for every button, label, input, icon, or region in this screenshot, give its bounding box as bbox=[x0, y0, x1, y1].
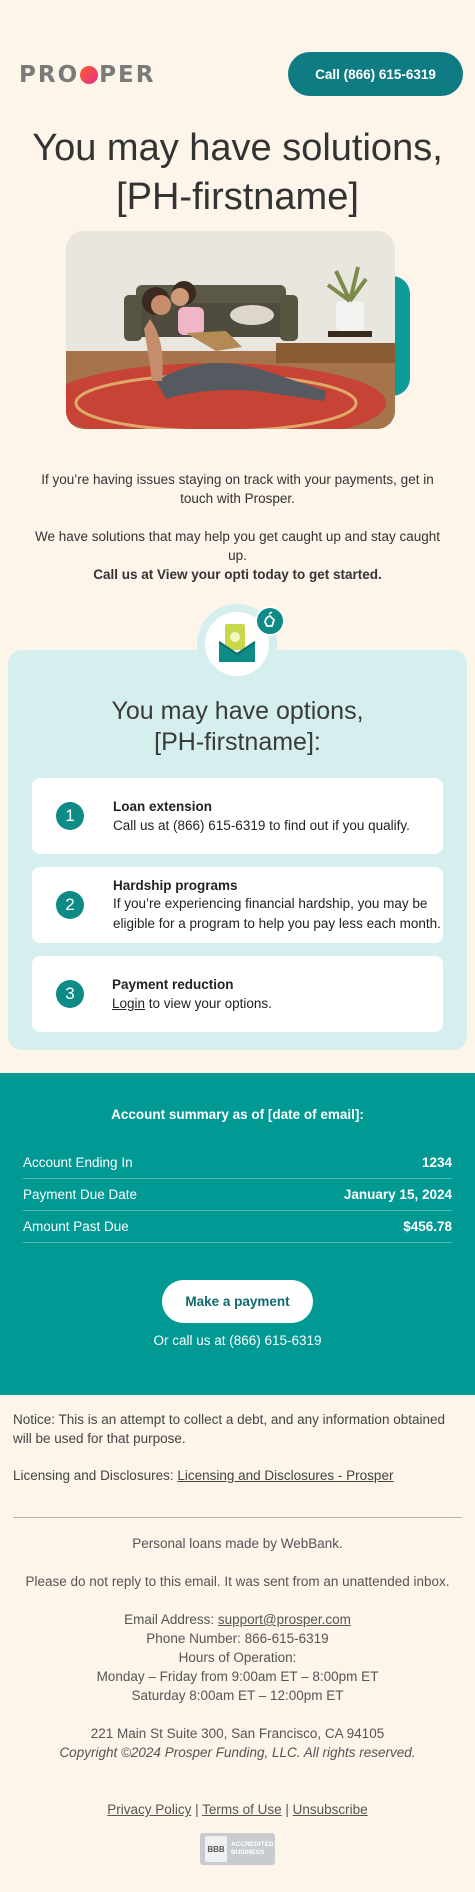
header bbox=[0, 48, 475, 100]
option-title: Payment reduction bbox=[112, 977, 234, 992]
unsubscribe-link[interactable]: Unsubscribe bbox=[292, 1802, 368, 1817]
hours-label: Hours of Operation: bbox=[178, 1650, 297, 1665]
logo-text-suffix: PER bbox=[99, 62, 156, 88]
bbb-text bbox=[231, 1841, 274, 1857]
summary-label: Amount Past Due bbox=[23, 1219, 129, 1234]
option-number: 3 bbox=[56, 980, 84, 1008]
option-title: Loan extension bbox=[113, 799, 213, 814]
intro-text bbox=[28, 470, 447, 584]
hero-title-line2: [PH-firstname] bbox=[116, 176, 359, 218]
copyright bbox=[0, 1745, 475, 1760]
support-email-link[interactable]: support@prosper.com bbox=[217, 1612, 351, 1627]
options-title bbox=[8, 696, 467, 758]
account-summary bbox=[0, 1073, 475, 1395]
link-separator: | bbox=[281, 1802, 293, 1817]
bbb-line1: ACCREDITED bbox=[231, 1841, 274, 1848]
account-summary-title: Account summary as of [date of email]: bbox=[111, 1107, 364, 1122]
summary-label: Account Ending In bbox=[23, 1155, 133, 1170]
option-text bbox=[112, 994, 272, 1014]
summary-row-amount-past-due bbox=[23, 1211, 452, 1243]
mother-daughter-yoga-illustration bbox=[66, 231, 395, 429]
option-text-line1: If you’re experiencing financial hardship, you may be bbox=[113, 896, 428, 911]
options-title-line2: [PH-firstname]: bbox=[154, 728, 321, 756]
intro-paragraph-2: We have solutions that may help you get caught up and stay caught up. bbox=[34, 529, 440, 563]
licensing-link[interactable]: Licensing and Disclosures - Prosper bbox=[177, 1468, 394, 1483]
hero-title-line1: You may have solutions, bbox=[32, 127, 443, 169]
link-separator: | bbox=[191, 1802, 203, 1817]
options-title-line1: You may have options, bbox=[111, 697, 364, 725]
hours-saturday: Saturday 8:00am ET – 12:00pm ET bbox=[131, 1688, 344, 1703]
option-number: 2 bbox=[56, 891, 84, 919]
option-card-hardship-programs bbox=[32, 867, 443, 943]
bbb-seal-icon: BBB bbox=[205, 1836, 227, 1862]
hero-title bbox=[0, 124, 475, 222]
email-address-line bbox=[0, 1612, 475, 1627]
hours-weekday: Monday – Friday from 9:00am ET – 8:00pm ET bbox=[96, 1669, 379, 1684]
footer-divider bbox=[13, 1517, 462, 1518]
login-link[interactable]: Login bbox=[112, 996, 146, 1011]
option-number: 1 bbox=[56, 802, 84, 830]
hand-icon-glyph bbox=[257, 608, 283, 634]
logo-text-prefix: PRO bbox=[19, 62, 80, 88]
summary-row-payment-due bbox=[23, 1179, 452, 1211]
hand-check-icon bbox=[255, 606, 285, 636]
summary-value: $456.78 bbox=[403, 1219, 452, 1234]
webbank-note: Personal loans made by WebBank. bbox=[132, 1536, 343, 1551]
options-panel bbox=[8, 650, 467, 1050]
licensing-disclosures bbox=[13, 1468, 453, 1483]
make-payment-button[interactable]: Make a payment bbox=[162, 1280, 313, 1323]
intro-paragraph-2-bold: Call us at View your opti today to get started. bbox=[93, 567, 382, 582]
copyright-text: Copyright ©2024 Prosper Funding, LLC. All rights reserved. bbox=[59, 1745, 416, 1760]
summary-value: 1234 bbox=[421, 1155, 452, 1170]
summary-label: Payment Due Date bbox=[23, 1187, 138, 1202]
option-title: Hardship programs bbox=[113, 878, 238, 893]
terms-of-use-link[interactable]: Terms of Use bbox=[202, 1802, 282, 1817]
mailing-address: 221 Main St Suite 300, San Francisco, CA 94105 bbox=[90, 1726, 385, 1741]
footer-links bbox=[0, 1802, 475, 1817]
licensing-label: Licensing and Disclosures: bbox=[13, 1468, 178, 1483]
option-card-payment-reduction bbox=[32, 956, 443, 1032]
call-button[interactable]: Call (866) 615-6319 bbox=[288, 52, 463, 96]
phone-number-line: Phone Number: 866-615-6319 bbox=[146, 1631, 329, 1646]
privacy-policy-link[interactable]: Privacy Policy bbox=[107, 1802, 192, 1817]
no-reply-note: Please do not reply to this email. It was sent from an unattended inbox. bbox=[25, 1574, 450, 1589]
option-card-loan-extension bbox=[32, 778, 443, 854]
hero-photo bbox=[66, 231, 395, 429]
option-text: Call us at (866) 615-6319 to find out if you qualify. bbox=[113, 818, 410, 833]
summary-value: January 15, 2024 bbox=[343, 1187, 452, 1202]
logo-mark-icon bbox=[80, 66, 98, 84]
bbb-accredited-badge[interactable] bbox=[200, 1833, 275, 1865]
summary-row-account-ending bbox=[23, 1147, 452, 1179]
option-text-rest: to view your options. bbox=[145, 996, 272, 1011]
bbb-line2: BUSINESS bbox=[231, 1849, 265, 1856]
email-label: Email Address: bbox=[124, 1612, 218, 1627]
or-call-text: Or call us at (866) 615-6319 bbox=[153, 1333, 322, 1348]
prosper-logo[interactable] bbox=[19, 62, 155, 88]
debt-notice: Notice: This is an attempt to collect a debt, and any information obtained will be used for that purpose. bbox=[13, 1412, 445, 1446]
option-text-line2: eligible for a program to help you pay less each month. bbox=[113, 916, 441, 931]
intro-paragraph-1: If you’re having issues staying on track with your payments, get in touch with Prosper. bbox=[41, 472, 434, 506]
